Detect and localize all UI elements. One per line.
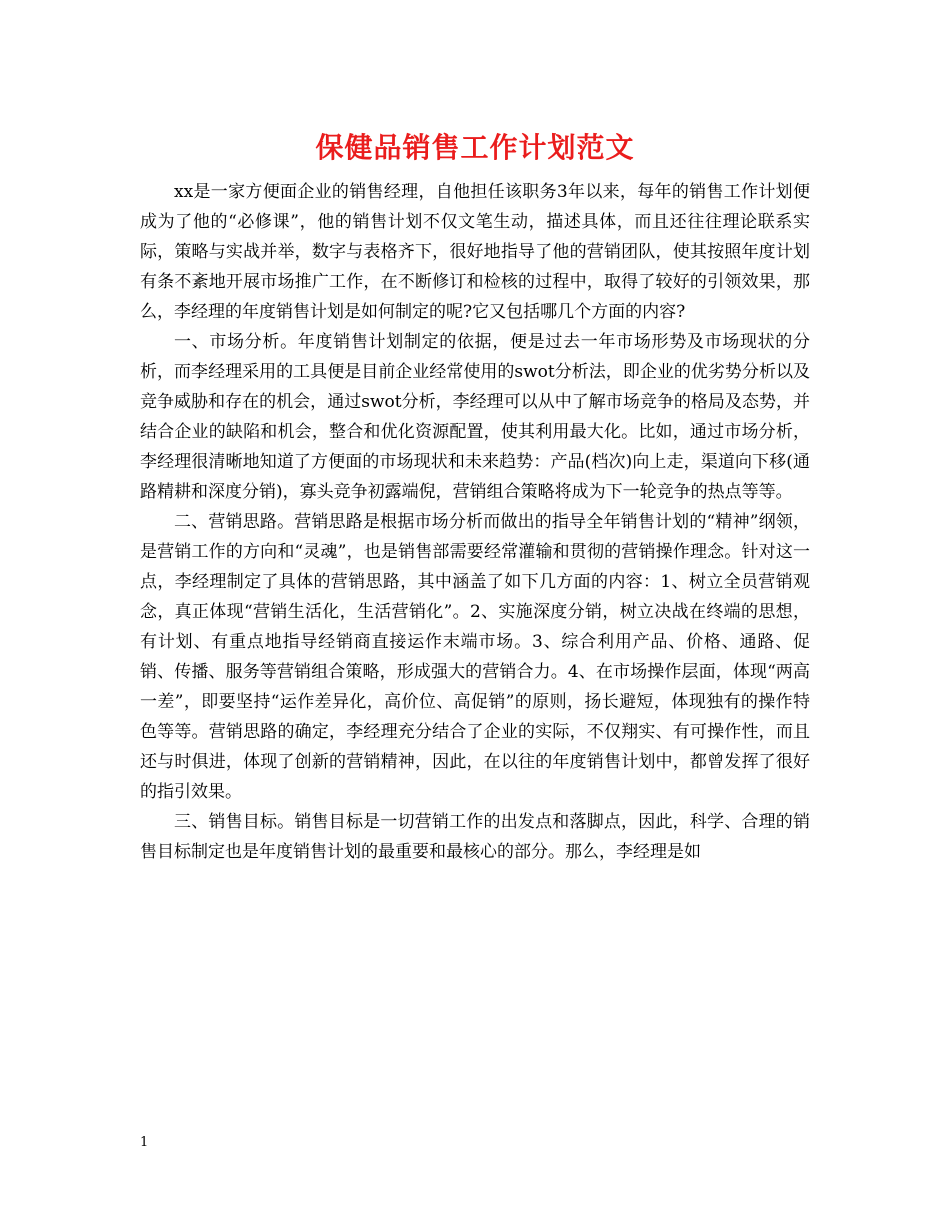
sales-target-paragraph: 三、销售目标。销售目标是一切营销工作的出发点和落脚点，因此，科学、合理的销售目标制定也是年度销售计划的最重要和最核心的部分。那么，李经理是如	[140, 812, 810, 862]
marketing-ideas-paragraph: 二、营销思路。营销思路是根据市场分析而做出的指导全年销售计划的“精神”纲领，是营销工作的方向和“灵魂”，也是销售部需要经常灌输和贯彻的营销操作理念。针对这一点，李经理制定了具体的营销思路，其中涵盖了如下几方面的内容：1、树立全员营销观念，真正体现“营销生活化，生活营销化”。2、实施深度分销，树立决战在终端的思想，有计划、有重点地指导经销商直接运作末端市场。3、综合利用产品、价格、通路、促销、传播、服务等营销组合策略，形成强大的营销合力。4、在市场操作层面，体现“两高一差”，即要坚持“运作差异化，高价位、高促销”的原则，扬长避短，体现独有的操作特色等等。营销思路的确定，李经理充分结合了企业的实际，不仅翔实、有可操作性，而且还与时俱进，体现了创新的营销精神，因此，在以往的年度销售计划中，都曾发挥了很好的指引效果。	[140, 512, 810, 802]
market-analysis-paragraph: 一、市场分析。年度销售计划制定的依据，便是过去一年市场形势及市场现状的分析，而李经理采用的工具便是目前企业经常使用的swot分析法，即企业的优劣势分析以及竞争威胁和存在的机会，通过swot分析，李经理可以从中了解市场竞争的格局及态势，并结合企业的缺陷和机会，整合和优化资源配置，使其利用最大化。比如，通过市场分析，李经理很清晰地知道了方便面的市场现状和未来趋势：产品(档次)向上走，渠道向下移(通路精耕和深度分销)，寡头竞争初露端倪，营销组合策略将成为下一轮竞争的热点等等。	[140, 332, 810, 502]
page-number: 1	[140, 1135, 149, 1150]
document-body	[140, 177, 810, 867]
intro-paragraph: xx是一家方便面企业的销售经理，自他担任该职务3年以来，每年的销售工作计划便成为了他的“必修课”，他的销售计划不仅文笔生动，描述具体，而且还往往理论联系实际，策略与实战并举，数字与表格齐下，很好地指导了他的营销团队，使其按照年度计划有条不紊地开展市场推广工作，在不断修订和检核的过程中，取得了较好的引领效果，那么，李经理的年度销售计划是如何制定的呢?它又包括哪几个方面的内容?	[140, 182, 810, 322]
document-title: 保健品销售工作计划范文	[315, 131, 635, 164]
